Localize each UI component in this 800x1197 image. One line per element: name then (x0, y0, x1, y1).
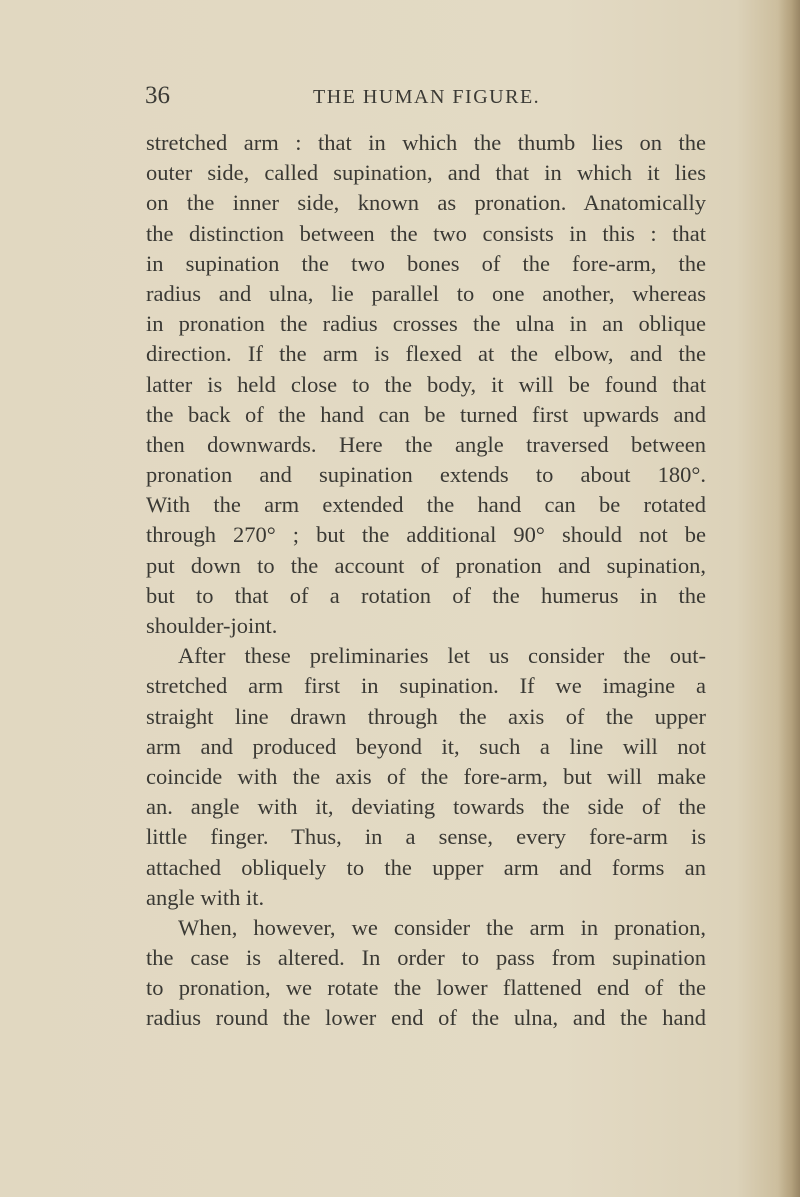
text-line: in supination the two bones of the fore-arm, the (146, 250, 706, 276)
text-line: shoulder-joint. (146, 613, 278, 638)
text-line: the back of the hand can be turned first upwards and (146, 401, 706, 427)
running-head: THE HUMAN FIGURE. (313, 86, 541, 108)
text-line: the case is altered. In order to pass from supination (146, 945, 706, 971)
text-line: angle with it. (146, 884, 265, 910)
text-line: the distinction between the two consists in this : that (146, 220, 706, 246)
text-line: radius round the lower end of the ulna, and the hand (146, 1005, 706, 1031)
text-line: coincide with the axis of the fore-arm, but will make (146, 763, 706, 789)
text-line: put down to the account of pronation and supination, (146, 552, 706, 578)
text-line: in pronation the radius crosses the ulna in an oblique (146, 311, 706, 337)
text-line: through 270° ; but the additional 90° should not be (146, 522, 706, 548)
text-line: radius and ulna, lie parallel to one another, whereas (146, 280, 706, 306)
body-text (146, 128, 706, 1034)
text-line: outer side, called supination, and that in which it lies (146, 160, 706, 186)
text-line: stretched arm : that in which the thumb lies on the (146, 130, 706, 155)
text-line: on the inner side, known as pronation. Anatomically (146, 190, 706, 216)
text-line: but to that of a rotation of the humerus in the (146, 582, 706, 608)
page-edge-shadow (778, 0, 800, 1197)
text-line: an. angle with it, deviating towards the side of the (146, 794, 706, 820)
text-line: attached obliquely to the upper arm and forms an (146, 854, 706, 880)
text-line: stretched arm first in supination. If we imagine a (146, 673, 706, 699)
text-line: arm and produced beyond it, such a line will not (146, 733, 706, 759)
text-line: then downwards. Here the angle traversed between (146, 431, 706, 457)
page-header (145, 82, 705, 112)
text-line: direction. If the arm is flexed at the elbow, and the (146, 341, 706, 367)
text-line: straight line drawn through the axis of the upper (146, 703, 706, 729)
page-number: 36 (145, 82, 170, 109)
paragraph-first-line: After these preliminaries let us consider the out- (178, 643, 706, 669)
text-line: latter is held close to the body, it will be found that (146, 371, 706, 397)
text-line: to pronation, we rotate the lower flattened end of the (146, 975, 706, 1001)
text-line: With the arm extended the hand can be rotated (146, 492, 706, 518)
text-line: little finger. Thus, in a sense, every fore-arm is (146, 824, 706, 850)
paragraph-first-line: When, however, we consider the arm in pronation, (178, 914, 706, 940)
text-line: pronation and supination extends to about 180°. (146, 462, 706, 488)
